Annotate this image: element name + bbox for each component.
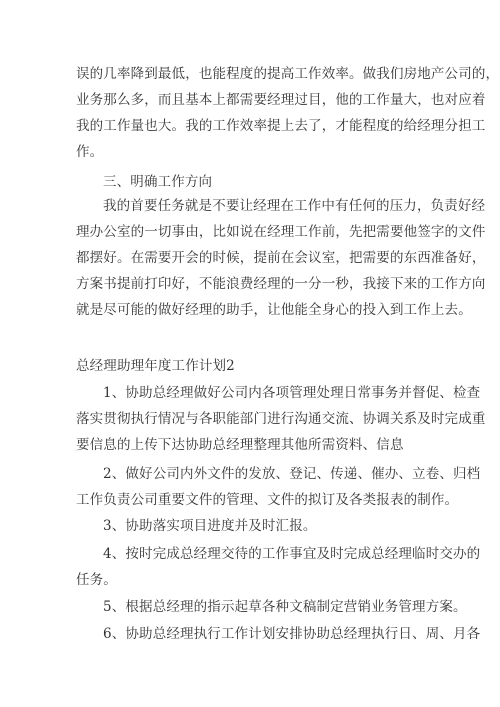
body-text-line: 就是尽可能的做好经理的助手，让他能全身心的投入到工作上去。 (76, 302, 472, 318)
list-item-text: 6、协助总经理执行工作计划安排协助总经理执行日、周、月各 (103, 626, 481, 642)
body-text-line: 业务那么多，而且基本上都需要经理过目，他的工作量大，也对应着 (76, 92, 486, 108)
list-item-text: 任务。 (76, 572, 117, 588)
list-item-text: 要信息的上传下达协助总经理整理其他所需资料、信息 (76, 437, 404, 453)
list-item-text: 4、按时完成总经理交待的工作事宜及时完成总经理临时交办的 (103, 546, 481, 562)
section-heading: 三、明确工作方向 (103, 174, 213, 190)
body-text-line: 理办公室的一切事由，比如说在经理工作前，先把需要他签字的文件 (76, 224, 486, 240)
body-text-line: 我的工作量也大。我的工作效率提上去了，才能程度的给经理分担工 (76, 118, 486, 134)
list-item-text: 2、做好公司内外文件的发放、登记、传递、催办、立卷、归档 (103, 466, 481, 482)
list-item-text: 1、协助总经理做好公司内各项管理处理日常事务并督促、检查 (103, 385, 481, 401)
list-item-text: 5、根据总经理的指示起草各种文稿制定营销业务管理方案。 (103, 599, 467, 615)
body-text-line: 误的几率降到最低，也能程度的提高工作效率。做我们房地产公司的， (76, 66, 500, 82)
body-text-line: 我的首要任务就是不要让经理在工作中有任何的压力，负责好经 (103, 198, 486, 214)
document-subtitle: 总经理助理年度工作计划2 (76, 358, 235, 374)
body-text-line: 作。 (76, 144, 104, 160)
body-text-line: 方案书提前打印好，不能浪费经理的一分一秒，我接下来的工作方向 (76, 276, 486, 292)
body-text-line: 都摆好。在需要开会的时候，提前在会议室，把需要的东西准备好， (76, 250, 486, 266)
list-item-text: 3、协助落实项目进度并及时汇报。 (103, 518, 317, 534)
list-item-text: 落实贯彻执行情况与各职能部门进行沟通交流、协调关系及时完成重 (76, 411, 486, 427)
list-item-text: 工作负责公司重要文件的管理、文件的拟订及各类报表的制作。 (76, 492, 459, 508)
